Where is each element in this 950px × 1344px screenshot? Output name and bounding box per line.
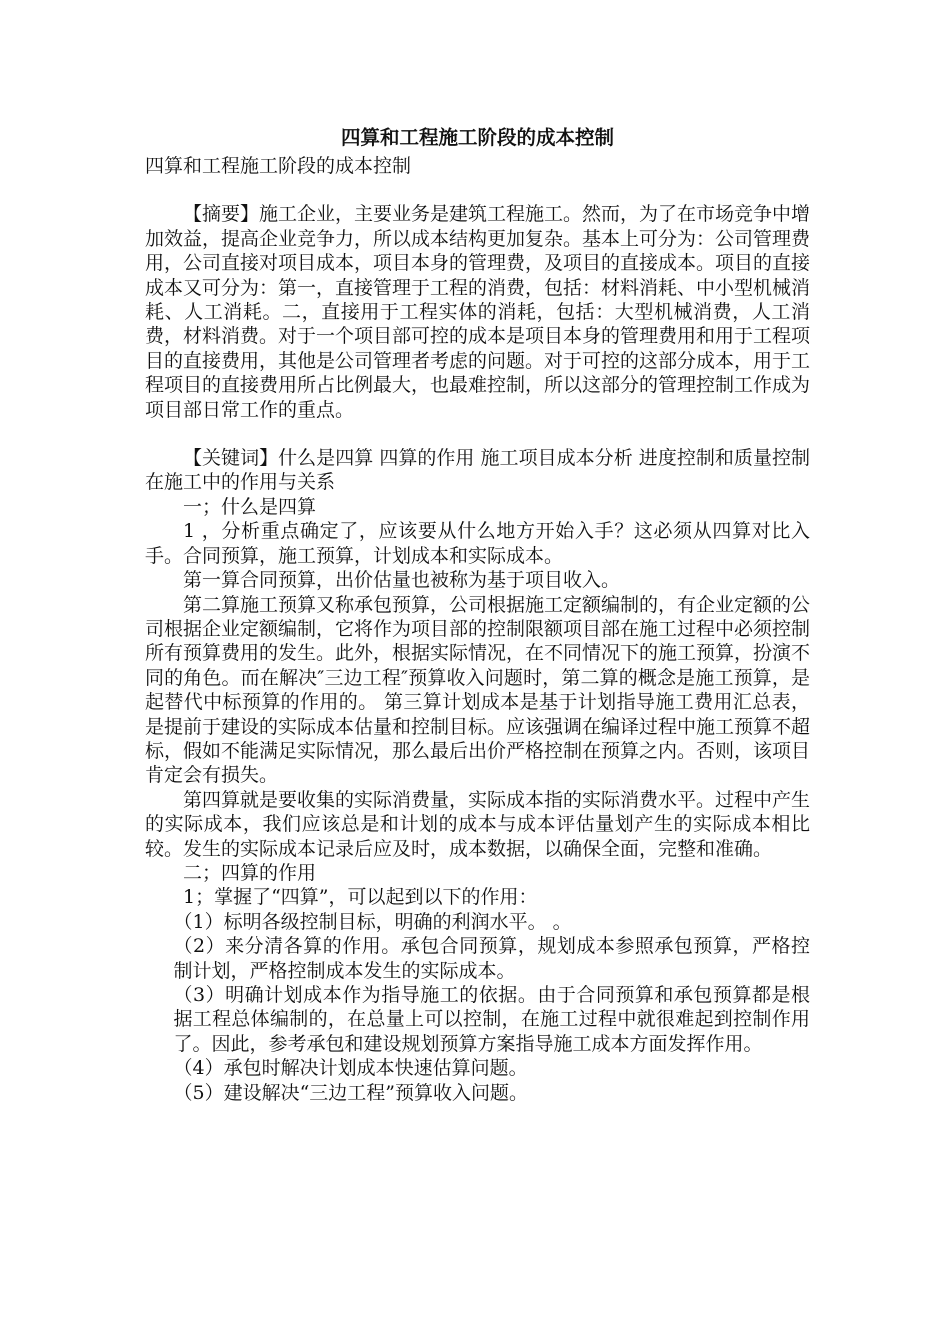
document-subtitle: 四算和工程施工阶段的成本控制 (145, 155, 412, 177)
keywords-paragraph: 【关键词】什么是四算 四算的作用 施工项目成本分析 进度控制和质量控制在施工中的作用与关系 (145, 447, 810, 494)
section2-intro: 1；掌握了“四算”，可以起到以下的作用： (183, 886, 538, 909)
spacer (145, 178, 810, 202)
list-item: （3）明确计划成本作为指导施工的依据。由于合同预算和承包预算都是根据工程总体编制的，在总量上可以控制，在施工过程中就很难起到控制作用了。因此，参考承包和建设规划预算方案指导施工成本方面发挥作用。 (173, 984, 810, 1055)
list-item: （4）承包时解决计划成本快速估算问题。 (173, 1057, 528, 1080)
section1-paragraph-1: 1 ，分析重点确定了，应该要从什么地方开始入手？这必须从四算对比入手。合同预算，施工预算，计划成本和实际成本。 (145, 520, 810, 567)
section-heading-2: 二；四算的作用 (183, 861, 317, 884)
spacer (145, 422, 810, 446)
document-title: 四算和工程施工阶段的成本控制 (340, 126, 614, 149)
list-item: （1）标明各级控制目标，明确的利润水平。 。 (173, 910, 572, 933)
document-page (145, 120, 810, 1105)
section1-paragraph-4: 第四算就是要收集的实际消费量，实际成本指的实际消费水平。过程中产生的实际成本，我们应该总是和计划的成本与成本评估量划产生的实际成本相比较。发生的实际成本记录后应及时，成本数据，以确保全面，完整和准确。 (145, 788, 811, 860)
abstract-paragraph: 【摘要】施工企业，主要业务是建筑工程施工。然而，为了在市场竞争中增加效益，提高企业竞争力，所以成本结构更加复杂。基本上可分为：公司管理费用，公司直接对项目成本，项目本身的管理费，及项目的直接成本。项目的直接成本又可分为：第一，直接管理于工程的消费，包括：材料消耗、中小型机械消耗、人工消耗。二，直接用于工程实体的消耗，包括：大型机械消费，人工消费，材料消费。对于一个项目部可控的成本是项目本身的管理费用和用于工程项目的直接费用，其他是公司管理者考虑的问题。对于可控的这部分成本，用于工程项目的直接费用所占比例最大，也最难控制，所以这部分的管理控制工作成为项目部日常工作的重点。 (145, 203, 811, 421)
section-heading-1: 一；什么是四算 (183, 495, 317, 518)
section1-paragraph-3: 第二算施工预算又称承包预算，公司根据施工定额编制的，有企业定额的公司根据企业定额编制，它将作为项目部的控制限额项目部在施工过程中必须控制所有预算费用的发生。此外，根据实际情况，在不同情况下的施工预算，扮演不同的角色。而在解决″三边工程″预算收入问题时，第二算的概念是施工预算，是起替代中标预算的作用的。 第三算计划成本是基于计划指导施工费用汇总表，是提前于建设的实际成本估量和控制目标。应该强调在编译过程中施工预算不超标，假如不能满足实际情况，那么最后出价严格控制在预算之内。否则，该项目肯定会有损失。 (145, 593, 811, 787)
list-item: （2）来分清各算的作用。承包合同预算，规划成本参照承包预算，严格控制计划，严格控制成本发生的实际成本。 (173, 935, 810, 982)
list-item: （5）建设解决“三边工程”预算收入问题。 (173, 1081, 529, 1104)
section1-paragraph-2: 第一算合同预算，出价估量也被称为基于项目收入。 (183, 569, 621, 592)
